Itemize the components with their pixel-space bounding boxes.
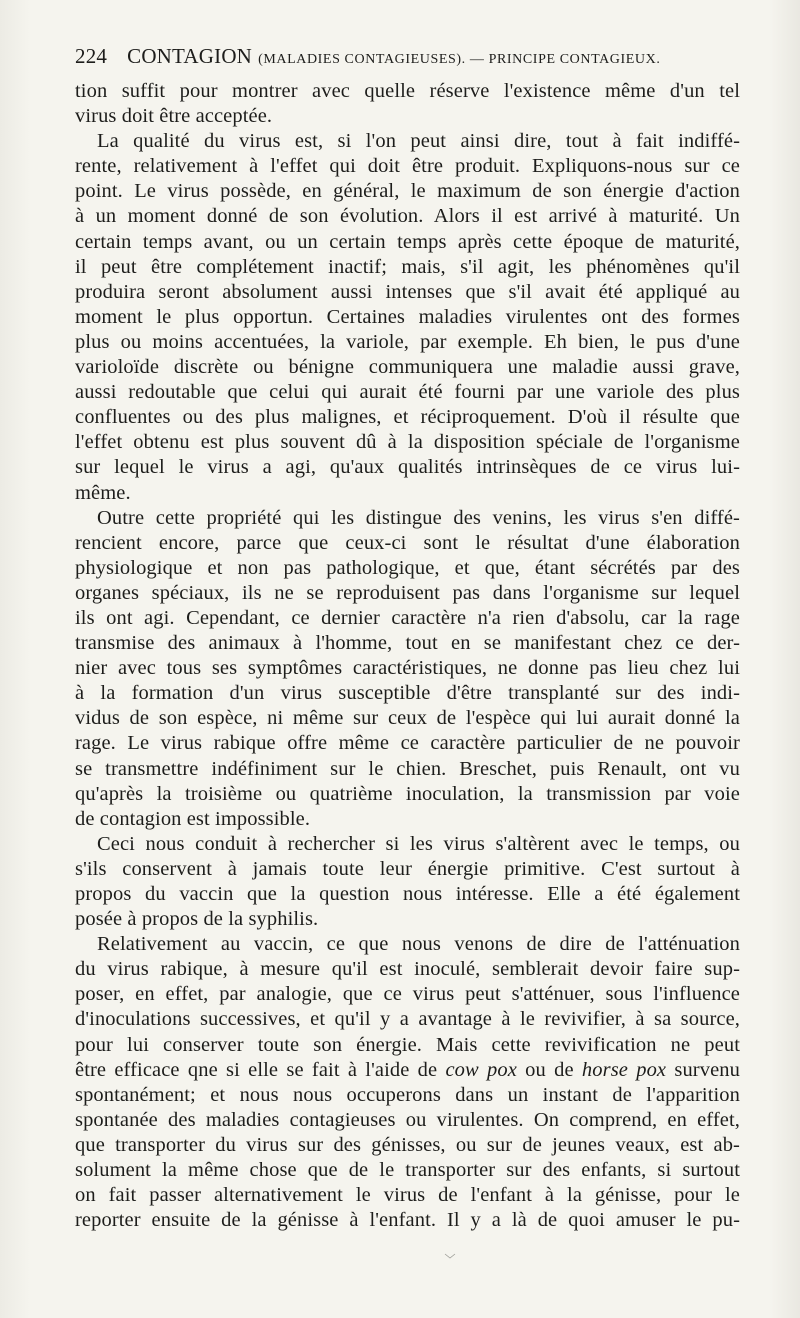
text-line: même. (75, 481, 131, 504)
text-line: confluentes ou des plus malignes, et réciproquement. D'où il résulte que (75, 406, 740, 429)
running-header (75, 44, 740, 74)
text-line: ils ont agi. Cependant, ce dernier caractère n'a rien d'absolu, car la rage (75, 606, 740, 629)
header-title: CONTAGION (127, 44, 253, 68)
text-line: organes spéciaux, ils ne se reproduisent pas dans l'organisme sur lequel (75, 581, 740, 604)
text-line: Ceci nous conduit à rechercher si les virus s'altèrent avec le temps, ou (97, 832, 740, 855)
text-line: il peut être complétement inactif; mais, s'il agit, les phénomènes qu'il (75, 255, 740, 278)
text-line: aussi redoutable que celui qui aurait été fourni par une variole des plus (75, 381, 740, 404)
text-line: produira seront absolument aussi intenses que s'il avait été appliqué au (75, 280, 740, 303)
text-line: virus doit être acceptée. (75, 105, 273, 128)
header-subtitle: (MALADIES CONTAGIEUSES). — PRINCIPE CONTAGIEUX. (258, 52, 661, 67)
page-smudge (444, 1252, 456, 1260)
text-line: que transporter du virus sur des génisses, ou sur de jeunes veaux, est ab- (75, 1133, 740, 1156)
text-line: Relativement au vaccin, ce que nous venons de dire de l'atténuation (97, 933, 740, 956)
text-line: s'ils conservent à jamais toute leur énergie primitive. C'est surtout à (75, 857, 740, 880)
text-line: rage. Le virus rabique offre même ce caractère particulier de ne pouvoir (75, 732, 740, 755)
text-line: nier avec tous ses symptômes caractéristiques, ne donne pas lieu chez lui (75, 657, 740, 680)
text-line: vidus de son espèce, ni même sur ceux de l'espèce qui lui aurait donné la (75, 707, 740, 730)
text-line: de contagion est impossible. (75, 807, 311, 830)
text-segment: être efficace qne si elle se fait à l'aide de (75, 1058, 446, 1081)
text-segment: survenu (666, 1058, 740, 1081)
text-line: pour lui conserver toute son énergie. Mais cette revivification ne peut (75, 1033, 740, 1056)
text-line: Outre cette propriété qui les distingue des venins, les virus s'en diffé- (97, 506, 740, 529)
text-line: se transmettre indéfiniment sur le chien. Breschet, puis Renault, ont vu (75, 757, 740, 780)
smudge-mark (444, 1252, 456, 1260)
text-line: plus ou moins accentuées, la variole, par exemple. Eh bien, le pus d'une (75, 330, 740, 353)
body-text (75, 79, 740, 1233)
text-line: on fait passer alternativement le virus de l'enfant à la génisse, pour le (75, 1184, 740, 1207)
text-line: moment le plus opportun. Certaines maladies virulentes ont des formes (75, 305, 740, 328)
text-line (75, 1058, 740, 1083)
italic-term-horse-pox: horse pox (581, 1058, 667, 1081)
text-line: à un moment donné de son évolution. Alors il est arrivé à maturité. Un (75, 205, 740, 228)
text-line: du virus rabique, à mesure qu'il est inoculé, semblerait devoir faire sup- (75, 958, 740, 981)
text-line: d'inoculations successives, et qu'il y a avantage à le revivifier, à sa source, (75, 1008, 740, 1031)
text-line: spontanément; et nous nous occuperons dans un instant de l'apparition (75, 1083, 740, 1106)
text-line: à la formation d'un virus susceptible d'être transplanté sur des indi- (75, 682, 740, 705)
text-line: rente, relativement à l'effet qui doit être produit. Expliquons-nous sur ce (75, 155, 740, 178)
text-line: sur lequel le virus a agi, qu'aux qualités intrinsèques de ce virus lui- (75, 456, 740, 479)
page-number: 224 (75, 44, 108, 68)
text-line: point. Le virus possède, en général, le maximum de son énergie d'action (75, 180, 740, 203)
text-line: certain temps avant, ou un certain temps après cette époque de maturité, (75, 230, 740, 253)
text-line: rencient encore, parce que ceux-ci sont le résultat d'une élaboration (75, 531, 740, 554)
text-line: l'effet obtenu est plus souvent dû à la disposition spéciale de l'organisme (75, 431, 740, 454)
text-line: spontanée des maladies contagieuses ou virulentes. On comprend, en effet, (75, 1108, 740, 1131)
text-segment: ou de (516, 1058, 582, 1081)
text-line: solument la même chose que de le transporter sur des enfants, si surtout (75, 1159, 740, 1182)
text-line: varioloïde discrète ou bénigne communiquera une maladie aussi grave, (75, 356, 740, 379)
text-line: posée à propos de la syphilis. (75, 908, 319, 931)
text-line: poser, en effet, par analogie, que ce virus peut s'atténuer, sous l'influence (75, 983, 740, 1006)
text-line: physiologique et non pas pathologique, et que, étant sécrétés par des (75, 556, 740, 579)
italic-term-cow-pox: cow pox (445, 1058, 517, 1081)
text-line: propos du vaccin que la question nous intéresse. Elle a été également (75, 883, 740, 905)
text-line: qu'après la troisième ou quatrième inoculation, la transmission par voie (75, 782, 740, 805)
text-line: transmise des animaux à l'homme, tout en se manifestant chez ce der- (75, 632, 740, 655)
text-line: reporter ensuite de la génisse à l'enfant. Il y a là de quoi amuser le pu- (75, 1209, 740, 1232)
text-line: La qualité du virus est, si l'on peut ainsi dire, tout à fait indiffé- (97, 130, 740, 153)
text-line: tion suffit pour montrer avec quelle réserve l'existence même d'un tel (75, 80, 740, 102)
